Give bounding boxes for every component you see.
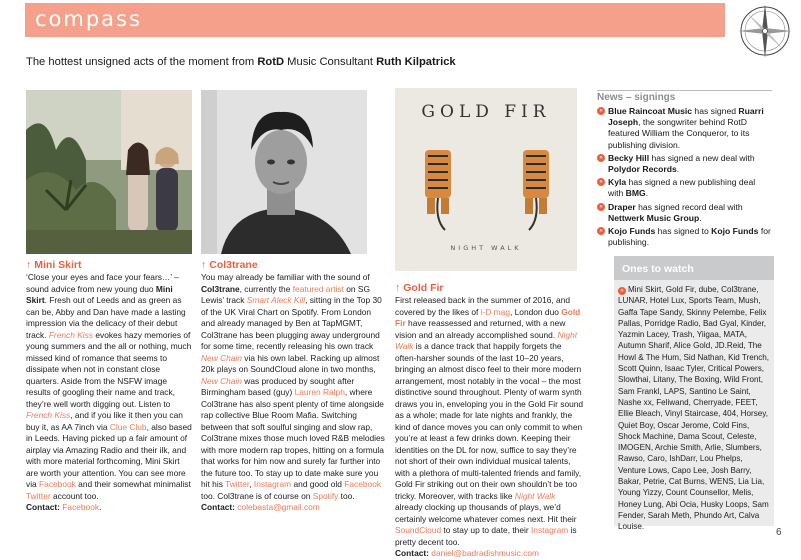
twitter-link[interactable]: Twitter xyxy=(26,490,51,501)
bullet-icon: » xyxy=(618,287,626,295)
col3trane-photo xyxy=(201,90,367,254)
section-banner xyxy=(25,3,725,37)
twitter-link[interactable]: Twitter xyxy=(225,479,250,489)
id-mag-link[interactable]: i-D mag xyxy=(480,306,510,317)
mini-skirt-article: ↑ Mini Skirt ‘Close your eyes and face your fears…’ – sound advice from new young duo Mini Skirt. Fresh out of Leeds and as green as can be, Abby and Dan have made a lasting impression via the delicacy of their debut track. French Kiss evokes hazy memories of young summers and the all or nothing, much missed kind of romance that seems to dissipate when not in constant close quarters. Aside from the NSFW image results of googling their name and track, they’re well worth digging out. Listen to French Kiss, and if you like it then you can buy it, as AA 7inch via Clue Club, also based in Leeds. Having picked up a fair amount of airplay via Amazing Radio and their ilk, and with more material forthcoming, Mini Skirt are worth your attention. You can see more via Facebook and their somewhat minimalist Twitter account too. Contact: Facebook. xyxy=(26,259,192,512)
mini-skirt-contact-link[interactable]: Facebook xyxy=(62,502,100,512)
news-title: News – signings xyxy=(597,90,772,103)
french-kiss-link-2[interactable]: French Kiss xyxy=(26,410,71,420)
smart-aleck-kill-link[interactable]: Smart Aleck Kill xyxy=(246,295,306,305)
new-chain-link[interactable]: New Chain xyxy=(201,352,242,363)
facebook-link[interactable]: Facebook xyxy=(39,479,76,489)
mini-skirt-photo xyxy=(26,90,192,254)
instagram-link[interactable]: Instagram xyxy=(530,525,569,535)
night-walk-link-2[interactable]: Night Walk xyxy=(514,490,556,501)
up-arrow-icon: ↑ xyxy=(395,282,401,294)
facebook-link[interactable]: Facebook xyxy=(344,479,382,489)
bullet-icon: » xyxy=(597,107,605,115)
gold-fir-article: ↑ Gold Fir First released back in the summer of 2016, and covered by the likes of i-D mag, London duo Gold Fir have reassessed and returned, with a new vision and an already accomplished sound. Night Walk is a dance track that happily forgets the often-harsher sounds of the last 10–20 years, bringing an almost disco feel to their more modern arrangement, most notably in the vocal – the most distinctive sound throughout. Plenty of warm synth draws you in, enveloping you in the Gold Fir sound as a whole; made for late nights and frankly, the kind of dance moves you can only commit to when you’re at least a few drinks down. Keeping their identities on the DL for now, suffice to say they’re not short of their own individual musical talents, with a plethora of multi-talented friends and family, Gold Fir striking out on their own shouldn’t be too tricky. Moreover, with tracks like Night Walk already clocking up thousands of plays, we’d certainly welcome whatever comes next. Hit their SoundCloud to stay up to date, their Instagram is pretty decent too. Contact: daniel@badradishmusic.com xyxy=(395,282,584,558)
ones-to-watch-box xyxy=(614,256,774,532)
bullet-icon: » xyxy=(597,154,605,162)
gold-fir-heading: ↑ Gold Fir xyxy=(395,282,444,294)
instagram-link[interactable]: Instagram xyxy=(253,479,292,489)
list-item: » Kyla has signed a new publishing deal with BMG. xyxy=(597,177,772,199)
ones-to-watch-list: » Mini Skirt, Gold Fir, dube, Col3trane, LUNAR, Hotel Lux, Sports Team, Mush, Gaffa Tape Sandy, Skinny Pelembe, Felix Pallas, Porridge Radio, Bad Gyal, Kinder, Yazmin Lacey, Trash, Yiigaa, MATA, Autumn Sharif, Alice Gold, JD.Reid, The Howl & The Hum, Sid Nathan, Kid Trench, Scott Quinn, Isaac Tyler, Critical Powers, Slowthai, Litany, The Boxing, Wild Front, Sam Frankl, LAPS, Santino Le Saint, Nashe xx, Feliwand, Cherryade, FEET, Ellie Bleach, Vinyl Staircase, 404, Horsey, Quiet Boy, Oscar Jerome, Cold Fins, Shock Machine, Dama Scout, Celeste, IMOGEN, Archie Smith, Arlie, Slumbers, Rawso, Caro, IshDarr, Lou Phelps, Venture Lows, Capo Lee, Josh Barry, Bakar, Petrie, Cat Burns, WENS, Lia Lia, Young Yizzy, Count Counsellor, Melis, Honey Lung, Abi Ocia, Husky Loops, Sam Fender, Sarah Meth, Phundo Art, Calva Louise. xyxy=(618,285,770,532)
page-number: 6 xyxy=(776,527,782,538)
col3trane-heading: ↑ Col3trane xyxy=(201,259,258,271)
bullet-icon: » xyxy=(597,178,605,186)
night-walk-link[interactable]: Night Walk xyxy=(395,329,578,351)
cover-subtitle: NIGHT WALK xyxy=(450,244,522,252)
soundcloud-link[interactable]: SoundCloud xyxy=(395,525,442,535)
featured-artist-link[interactable]: featured artist xyxy=(292,283,344,294)
gold-fir-cover xyxy=(395,88,577,271)
col3trane-contact-link[interactable]: colebasta@gmail.com xyxy=(237,502,320,512)
bullet-icon: » xyxy=(597,203,605,211)
spotify-link[interactable]: Spotify xyxy=(312,490,339,501)
compass-icon xyxy=(736,2,794,60)
bullet-icon: » xyxy=(597,227,605,235)
clue-club-link[interactable]: Clue Club xyxy=(109,421,147,432)
up-arrow-icon: ↑ xyxy=(26,259,32,271)
lauren-ralph-link[interactable]: Lauren Ralph xyxy=(294,387,345,397)
gold-fir-contact-link[interactable]: daniel@badradishmusic.com xyxy=(431,548,539,558)
list-item: » Draper has signed record deal with Nettwerk Music Group. xyxy=(597,202,772,224)
col3trane-article: ↑ Col3trane You may already be familiar with the sound of Col3trane, currently the featured artist on SG Lewis’ track Smart Aleck Kill, sitting in the Top 30 of the UK Viral Chart on Spotify. From London and already managed by Ben at TapMGMT, Col3trane has been plugging away underground for some time, recently releasing his own track New Chain via his own label. Racking up almost 20k plays on SoundCloud alone in two months, New Chain was produced by sought after Birmingham based (guy) Lauren Ralph, where Col3trane has also spent plenty of time alongside rap collective Blue Room Mafia. Switching between that soft soulful singing and slow rap, Col3trane mixes those much loved R&B melodies with more modern rap tropes, hitting on a formula that works for him now and surely far further into the future too. To stay up to date make sure you hit his Twitter, Instagram and good old Facebook too. Col3trane is of course on Spotify too. Contact: colebasta@gmail.com xyxy=(201,259,387,514)
new-chain-link-2[interactable]: New Chain xyxy=(201,375,242,386)
list-item: » Becky Hill has signed a new deal with Polydor Records. xyxy=(597,153,772,175)
intro-line: The hottest unsigned acts of the moment from RotD Music Consultant Ruth Kilpatrick xyxy=(26,56,456,68)
ones-to-watch-title: Ones to watch xyxy=(614,256,774,280)
mini-skirt-heading: ↑ Mini Skirt xyxy=(26,259,82,271)
section-title: compass xyxy=(35,7,142,31)
list-item: » Kojo Funds has signed to Kojo Funds for publishing. xyxy=(597,226,772,248)
news-signings xyxy=(597,90,772,250)
french-kiss-link[interactable]: French Kiss xyxy=(48,329,94,340)
up-arrow-icon: ↑ xyxy=(201,259,207,271)
list-item: » Blue Raincoat Music has signed Ruarri Joseph, the songwriter behind RotD featured William the Conqueror, to its publishing division. xyxy=(597,106,772,151)
cover-band-name: GOLD FIR xyxy=(421,102,551,122)
